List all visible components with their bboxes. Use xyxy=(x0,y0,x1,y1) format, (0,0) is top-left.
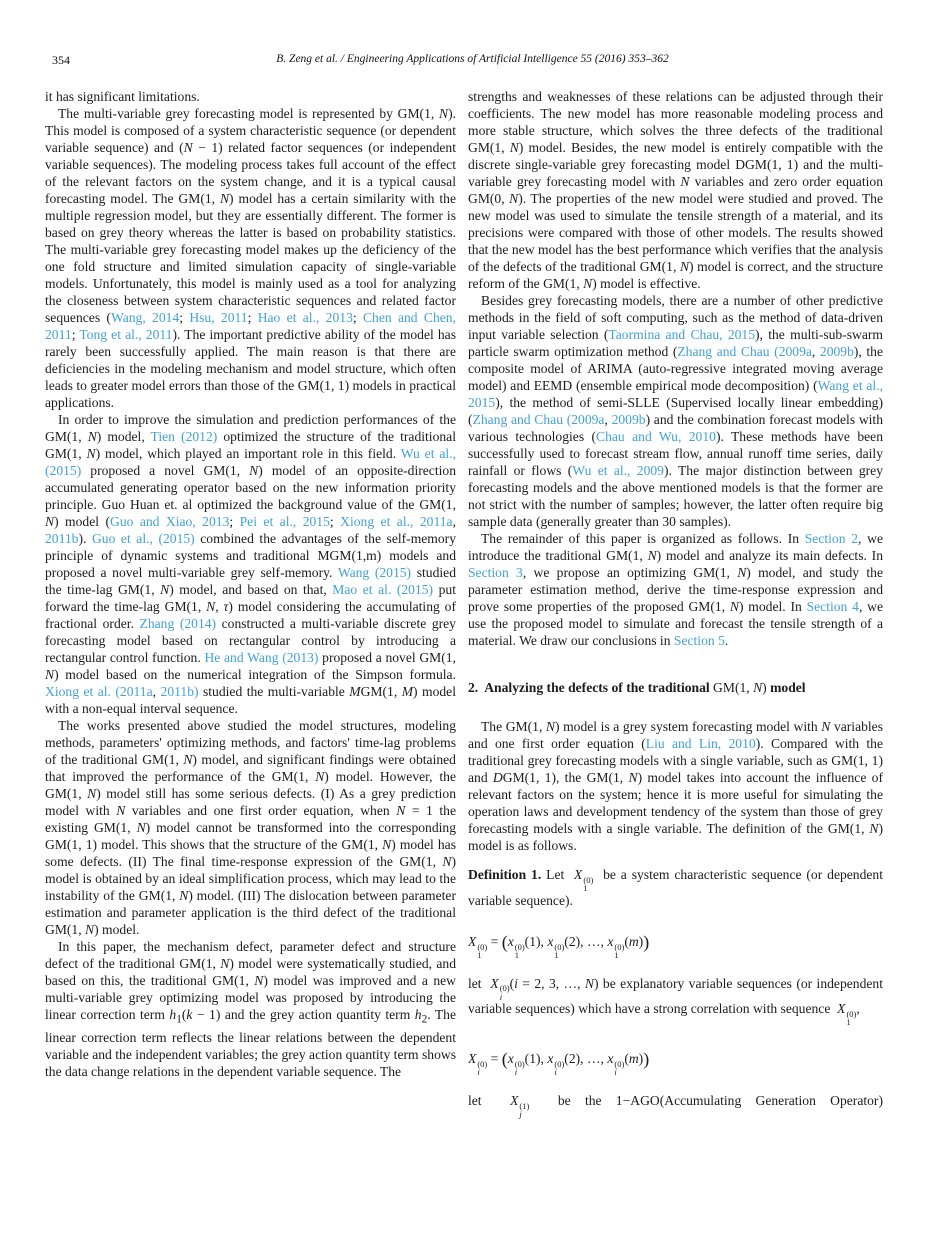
citation-link[interactable]: Pei et al., 2015 xyxy=(239,514,330,529)
citation-link[interactable]: He and Wang (2013) xyxy=(204,650,319,665)
citation-link[interactable]: Section 4 xyxy=(806,599,859,614)
paragraph-continuation: it has significant limitations. xyxy=(45,89,200,104)
citation-link[interactable]: Guo et al., (2015) xyxy=(91,531,195,546)
citation-link[interactable]: Chau and Wu, 2010 xyxy=(596,429,716,444)
citation-link[interactable]: Xiong et al. (2011a xyxy=(45,684,153,699)
citation-link[interactable]: Chen and Chen, 2011 xyxy=(45,310,456,342)
paragraph-other-methods: Besides grey forecasting models, there are a number of other predictive methods in the field of soft computing, such as the method of data-driven input variable selection (Taormina and Chau, 2015), the multi-sub-swarm particle swarm optimization method (Zhang and Chau (2009a, 2009b), the composite model of ARIMA (auto-regressive integrated moving average model) and EEMD (ensemble empirical mode decomposition) (Wang et al., 2015), the method of semi-SLLE (Supervised locally linear embedding) (Zhang and Chau (2009a, 2009b) and the combination forecast models with various technologies (Chau and Wu, 2010). These methods have been successfully used to forecast stream flow, annual runoff time series, daily rainfall or flows (Wu et al., 2009). The major distinction between grey forecasting models and the above mentioned models is that the former are not strict with the number of samples; however, the latter often require big sample data (generally greater than 30 samples). xyxy=(468,293,883,529)
citation-link[interactable]: Wang et al., 2015 xyxy=(468,378,883,410)
page-number: 354 xyxy=(52,53,70,67)
citation-link[interactable]: Tong et al., 2011 xyxy=(79,327,173,342)
paragraph-explanatory-sequences: let X (0) i (i = 2, 3, …, N) be explanatory variable sequences (or independent variable sequences) which have a strong correlation with sequence X (0) 1 , xyxy=(468,975,883,1028)
right-column xyxy=(468,88,883,1198)
paragraph-outline: The remainder of this paper is organized as follows. In Section 2, we introduce the traditional GM(1, N) model and analyze its main defects. In Section 3, we propose an optimizing GM(1, N) model, and study the parameter estimation method, derive the time-response expression and prove some properties of the proposed GM(1, N) model. In Section 4, we use the proposed model to simulate and forecast the tensile strength of a material. We draw our conclusions in Section 5. xyxy=(468,531,883,648)
citation-link[interactable]: Taormina and Chau, 2015 xyxy=(608,327,756,342)
citation-link[interactable]: Wu et al., (2015) xyxy=(45,446,456,478)
citation-link[interactable]: Section 2 xyxy=(804,531,859,546)
equation-x1-sequence: X (0) 1 = (x (0) 1 (1), x (0) 1 (2), …, x (0) 1 (m)) xyxy=(468,931,650,960)
citation-link[interactable]: Wu et al., 2009 xyxy=(572,463,664,478)
citation-link[interactable]: Section 3 xyxy=(468,565,523,580)
citation-link[interactable]: Xiong et al., 2011a xyxy=(340,514,453,529)
citation-link[interactable]: Guo and Xiao, 2013 xyxy=(110,514,230,529)
citation-link[interactable]: Hsu, 2011 xyxy=(189,310,248,325)
citation-link[interactable]: Tien (2012) xyxy=(150,429,218,444)
paragraph-defects: The works presented above studied the model structures, modeling methods, parameters' optimizing methods, and factors' time-lag problems of the traditional GM(1, N) model, and significant findings were obtained that improved the performance of the GM(1, N) model. However, the GM(1, N) model still has some serious defects. (I) As a grey prediction model with N variables and one first order equation, when N = 1 the existing GM(1, N) model cannot be transformed into the corresponding GM(1, 1) model. This shows that the structure of the GM(1, N) model has some defects. (II) The final time-response expression of the GM(1, N) model is obtained by an ideal simplification process, which may lead to the instability of the GM(1, N) model. (III) The dislocation between parameter estimation and parameter application is the third defect of the traditional GM(1, N) model. xyxy=(45,718,456,937)
equation-xi-sequence: X (0) i = (x (0) i (1), x (0) i (2), …, x (0) i (m)) xyxy=(468,1049,650,1078)
paragraph-1ago: let X (1) j be the 1−AGO(Accumulating Generation Operator) xyxy=(468,1093,883,1119)
citation-link[interactable]: Mao et al. (2015) xyxy=(332,582,434,597)
citation-link[interactable]: 2009b xyxy=(819,344,854,359)
left-column xyxy=(45,88,456,1198)
citation-link[interactable]: Wang (2015) xyxy=(337,565,412,580)
paragraph-new-model: strengths and weaknesses of these relations can be adjusted through their coefficients. The new model has more reasonable modeling process and more stable structure, which solves the three defects of the traditional GM(1, N) model. Besides, the new model is entirely compatible with the discrete single-variable grey forecasting model DGM(1, 1) and the multi-variable grey forecasting model with N variables and zero order equation GM(0, N). The properties of the new model were studied and proved. The new model was used to simulate the tensile strength of a material, and its precisions were compared with those of other models. The results showed that the new model has the best performance which verifies that the analysis of the defects of the traditional GM(1, N) model is correct, and the structure reform of the GM(1, N) model is effective. xyxy=(468,89,883,291)
running-head: B. Zeng et al. / Engineering Applications of Artificial Intelligence 55 (2016) 353–362 xyxy=(276,53,669,65)
citation-link[interactable]: 2011b) xyxy=(160,684,199,699)
paragraph-intro-gm1n: The multi-variable grey forecasting model is represented by GM(1, N). This model is composed of a system characteristic sequence (or dependent variable sequence) and (N − 1) related factor sequences (or independent variable sequences). The modeling process takes full account of the effect of the relevant factors on the system change, and it is a typical causal forecasting model. The GM(1, N) model has a certain similarity with the multiple regression model, but they are essentially different. The former is based on grey theory whereas the latter is based on probability statistics. The multi-variable grey forecasting model makes up the deficiency of the one fold structure and limited simulation capacity of single-variable models. Unfortunately, this model is mainly used as a tool for analyzing the closeness between system characteristic sequences and related factor sequences (Wang, 2014; Hsu, 2011; Hao et al., 2013; Chen and Chen, 2011; Tong et al., 2011). The important predictive ability of the model has rarely been successfully applied. The main reason is that there are deficiencies in the modeling mechanism and model structure, which often leads to greater model errors than those of the GM(1, 1) models in practical applications. xyxy=(45,106,456,410)
paragraph-literature-review: In order to improve the simulation and prediction performances of the GM(1, N) model, Tien (2012) optimized the structure of the traditional GM(1, N) model, which played an important role in this field. Wu et al., (2015) proposed a novel GM(1, N) model of an opposite-direction accumulated generating operator based on the new information priority principle. Guo Huan et. al optimized the background value of the GM(1, N) model (Guo and Xiao, 2013; Pei et al., 2015; Xiong et al., 2011a, 2011b). Guo et al., (2015) combined the advantages of the self-memory principle of dynamic systems and traditional MGM(1,m) models and proposed a novel multi-variable grey self-memory. Wang (2015) studied the time-lag GM(1, N) model, and based on that, Mao et al. (2015) put forward the time-lag GM(1, N, τ) model considering the accumulating of fractional order. Zhang (2014) constructed a multi-variable discrete grey forecasting model based on rectangular control by introducing a rectangular control function. He and Wang (2013) proposed a novel GM(1, N) model based on the numerical integration of the Simpson formula. Xiong et al. (2011a, 2011b) studied the multi-variable MGM(1, M) model with a non-equal interval sequence. xyxy=(45,412,456,716)
citation-link[interactable]: Section 5 xyxy=(673,633,725,648)
citation-link[interactable]: 2011b xyxy=(45,531,79,546)
paragraph-section2-intro: The GM(1, N) model is a grey system forecasting model with N variables and one first order equation (Liu and Lin, 2010). Compared with the traditional grey forecasting models with a single variable, such as GM(1, 1) and DGM(1, 1), the GM(1, N) model takes into account the influence of relevant factors on the system; hence it is more useful for simulating the operation laws and development tendency of the system than those of grey forecasting models with a single variable. The definition of the GM(1, N) model is as follows. xyxy=(468,719,883,853)
definition-1: Definition 1. Let X (0) 1 be a system characteristic sequence (or dependent variable sequence). xyxy=(468,867,883,908)
citation-link[interactable]: Hao et al., 2013 xyxy=(257,310,353,325)
citation-link[interactable]: 2009b xyxy=(611,412,646,427)
citation-link[interactable]: Liu and Lin, 2010 xyxy=(645,736,756,751)
paragraph-this-paper: In this paper, the mechanism defect, parameter defect and structure defect of the traditional GM(1, N) model were systematically studied, and based on this, the traditional GM(1, N) model was improved and a new multi-variable grey optimizing model was proposed by introducing the linear correction term $h_1(k - 1)$ and the grey action quantity term $h_2$. The linear correction term reflects the linear relations between the dependent variable and the independent variables; the grey action quantity term shows the data change relations in the dependent variable sequence. The xyxy=(45,939,456,1079)
citation-link[interactable]: Zhang and Chau (2009a xyxy=(677,344,812,359)
section-2-heading: 2. Analyzing the defects of the traditional GM(1, N) model xyxy=(468,680,806,695)
citation-link[interactable]: Zhang and Chau (2009a xyxy=(472,412,605,427)
citation-link[interactable]: Wang, 2014 xyxy=(110,310,180,325)
citation-link[interactable]: Zhang (2014) xyxy=(139,616,217,631)
